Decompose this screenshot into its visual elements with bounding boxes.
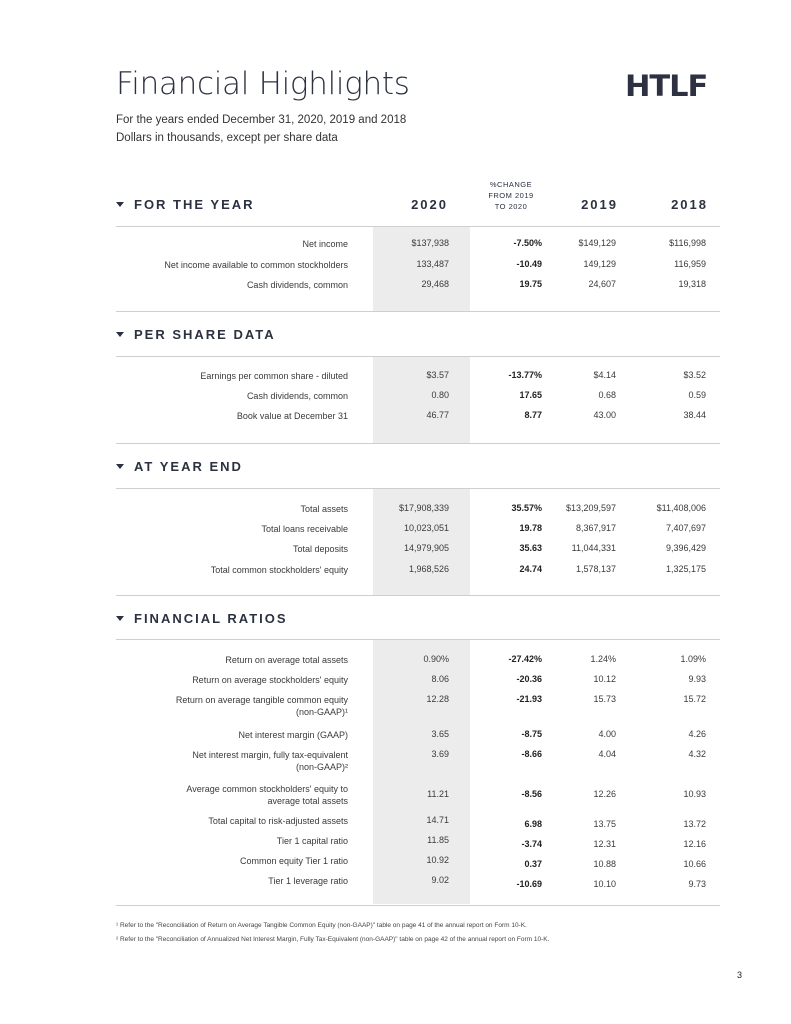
- cell-2020: 12.28: [426, 694, 449, 704]
- table-row: [116, 564, 720, 578]
- cell-2019: 24,607: [588, 279, 616, 289]
- cell-change: -10.69: [516, 879, 542, 889]
- subtitle-units: Dollars in thousands, except per share data: [116, 132, 338, 144]
- table-row: [116, 815, 720, 829]
- cell-2020: 3.69: [431, 749, 449, 759]
- cell-2019: $149,129: [578, 238, 616, 248]
- cell-2020: 9.02: [431, 875, 449, 885]
- cell-2020: 29,468: [421, 279, 449, 289]
- cell-2020: $3.57: [426, 370, 449, 380]
- cell-2018: 12.16: [683, 839, 706, 849]
- cell-change: 0.37: [524, 859, 542, 869]
- cell-change: -8.56: [521, 789, 542, 799]
- footnote-1: ¹ Refer to the "Reconciliation of Return on Average Tangible Common Equity (non-GAAP)" table on page 41 of the annual report on Form 10-K.: [116, 922, 527, 929]
- table-row: [116, 279, 720, 293]
- section-title: FINANCIAL RATIOS: [134, 611, 288, 626]
- cell-2018: 7,407,697: [665, 523, 706, 533]
- row-label: Earnings per common share - diluted: [200, 371, 348, 381]
- cell-2020: 0.90%: [423, 654, 449, 664]
- section-header-year-end: [116, 459, 243, 474]
- cell-2019: 1,578,137: [575, 564, 616, 574]
- section-header-ratios: [116, 611, 288, 626]
- cell-2019: 11,044,331: [571, 543, 616, 553]
- cell-change: 19.75: [519, 279, 542, 289]
- row-label: Cash dividends, common: [246, 280, 348, 290]
- row-label-line-1: Return on average tangible common equity: [175, 695, 348, 705]
- caret-down-icon: [116, 464, 124, 469]
- table-row: [116, 654, 720, 668]
- row-label-line-1: Net interest margin, fully tax-equivalent: [192, 750, 348, 760]
- cell-change: 6.98: [524, 819, 542, 829]
- divider: [116, 311, 720, 312]
- subtitle-years: For the years ended December 31, 2020, 2019 and 2018: [116, 114, 407, 126]
- cell-2018: 1.09%: [680, 654, 706, 664]
- cell-2018: $3.52: [683, 370, 706, 380]
- page-number: 3: [737, 970, 743, 980]
- row-label: Return on average stockholders' equity: [192, 675, 348, 685]
- divider: [116, 488, 720, 489]
- cell-change: -3.74: [521, 839, 542, 849]
- cell-change: -21.93: [516, 694, 542, 704]
- cell-2018: 4.26: [688, 729, 706, 739]
- table-row: [116, 503, 720, 517]
- cell-change: 19.78: [519, 523, 542, 533]
- row-label: [88, 694, 348, 718]
- cell-2019: 43.00: [593, 410, 616, 420]
- col-header-2018: 2018: [671, 197, 708, 212]
- cell-2018: 9,396,429: [665, 543, 706, 553]
- cell-2020: 3.65: [431, 729, 449, 739]
- cell-change: 24.74: [519, 564, 542, 574]
- cell-2020: $17,908,339: [398, 503, 449, 513]
- cell-change: -20.36: [516, 674, 542, 684]
- cell-2018: 0.59: [688, 390, 706, 400]
- table-row: [116, 390, 720, 404]
- cell-2018: 9.93: [688, 674, 706, 684]
- row-label: Total loans receivable: [261, 524, 348, 534]
- cell-2018: 38.44: [683, 410, 706, 420]
- table-row: [116, 783, 720, 811]
- divider: [116, 226, 720, 227]
- htlf-logo: HTLF: [625, 69, 708, 103]
- cell-2019: 1.24%: [590, 654, 616, 664]
- change-line-2: FROM 2019: [488, 191, 534, 200]
- table-row: [116, 259, 720, 273]
- table-row: [116, 835, 720, 849]
- table-row: [116, 523, 720, 537]
- cell-2018: 10.93: [683, 789, 706, 799]
- table-row: [116, 370, 720, 384]
- row-label: Net interest margin (GAAP): [238, 730, 348, 740]
- cell-2019: 149,129: [583, 259, 616, 269]
- change-line-3: TO 2020: [494, 202, 528, 211]
- cell-2020: 10.92: [426, 855, 449, 865]
- section-title: FOR THE YEAR: [134, 197, 255, 212]
- cell-2018: $11,408,006: [656, 503, 706, 513]
- row-label: Net income: [302, 239, 348, 249]
- cell-change: -8.75: [521, 729, 542, 739]
- cell-change: -13.77%: [508, 370, 542, 380]
- cell-2019: 0.68: [598, 390, 616, 400]
- cell-2018: 116,959: [674, 259, 706, 269]
- cell-2018: 10.66: [683, 859, 706, 869]
- cell-2018: 1,325,175: [665, 564, 706, 574]
- cell-2019: 8,367,917: [575, 523, 616, 533]
- cell-2019: 4.04: [598, 749, 616, 759]
- cell-2020: 133,487: [416, 259, 449, 269]
- cell-2019: 10.12: [593, 674, 616, 684]
- col-header-2020: 2020: [411, 197, 448, 212]
- row-label: Book value at December 31: [236, 411, 348, 421]
- cell-2019: 10.10: [593, 879, 616, 889]
- caret-down-icon: [116, 616, 124, 621]
- row-label: Common equity Tier 1 ratio: [239, 856, 348, 866]
- cell-2018: 9.73: [688, 879, 706, 889]
- table-row: [116, 875, 720, 889]
- cell-2019: $13,209,597: [565, 503, 616, 513]
- row-label: Total common stockholders' equity: [210, 565, 348, 575]
- table-row: [116, 855, 720, 869]
- row-label: [88, 749, 348, 773]
- section-header-per-share: [116, 327, 276, 342]
- row-label: [88, 783, 348, 807]
- row-label: Cash dividends, common: [246, 391, 348, 401]
- divider: [116, 356, 720, 357]
- cell-2018: $116,998: [669, 238, 706, 248]
- row-label-line-1: Average common stockholders' equity to: [186, 784, 348, 794]
- row-label-line-2: (non-GAAP)²: [295, 762, 348, 772]
- divider: [116, 443, 720, 444]
- row-label: Total deposits: [292, 544, 348, 554]
- row-label: Tier 1 capital ratio: [276, 836, 348, 846]
- cell-change: 35.57%: [511, 503, 542, 513]
- cell-2019: 4.00: [598, 729, 616, 739]
- table-row: [116, 238, 720, 252]
- cell-change: 35.63: [519, 543, 542, 553]
- divider: [116, 639, 720, 640]
- cell-2020: 46.77: [426, 410, 449, 420]
- row-label: Tier 1 leverage ratio: [268, 876, 348, 886]
- cell-2018: 15.72: [683, 694, 706, 704]
- cell-2018: 4.32: [688, 749, 706, 759]
- cell-2018: 19,318: [678, 279, 706, 289]
- table-row: [116, 749, 720, 777]
- section-title: PER SHARE DATA: [134, 327, 276, 342]
- cell-2019: 12.31: [593, 839, 616, 849]
- cell-change: 17.65: [519, 390, 542, 400]
- caret-down-icon: [116, 202, 124, 207]
- table-row: [116, 694, 720, 722]
- row-label: Return on average total assets: [225, 655, 348, 665]
- cell-2020: 10,023,051: [403, 523, 449, 533]
- cell-2020: 14,979,905: [403, 543, 449, 553]
- table-row: [116, 674, 720, 688]
- cell-change: 8.77: [524, 410, 542, 420]
- cell-2020: 1,968,526: [408, 564, 449, 574]
- cell-2020: $137,938: [411, 238, 449, 248]
- cell-change: -27.42%: [508, 654, 542, 664]
- divider: [116, 595, 720, 596]
- cell-2020: 11.85: [427, 835, 449, 845]
- section-header-for-the-year: [116, 197, 255, 212]
- cell-2019: 10.88: [593, 859, 616, 869]
- table-row: [116, 729, 720, 743]
- page-title: Financial Highlights: [116, 66, 410, 102]
- cell-change: -10.49: [516, 259, 542, 269]
- cell-change: -8.66: [521, 749, 542, 759]
- row-label: Total capital to risk-adjusted assets: [208, 816, 348, 826]
- cell-change: -7.50%: [513, 238, 542, 248]
- caret-down-icon: [116, 332, 124, 337]
- cell-2019: $4.14: [593, 370, 616, 380]
- row-label: Net income available to common stockholders: [164, 260, 348, 270]
- section-title: AT YEAR END: [134, 459, 243, 474]
- cell-2018: 13.72: [683, 819, 706, 829]
- change-line-1: %CHANGE: [489, 180, 533, 189]
- row-label-line-2: (non-GAAP)¹: [295, 707, 348, 717]
- col-header-2019: 2019: [581, 197, 618, 212]
- cell-2019: 15.73: [593, 694, 616, 704]
- col-header-change: [478, 179, 544, 212]
- table-row: [116, 410, 720, 424]
- table-row: [116, 543, 720, 557]
- cell-2019: 12.26: [593, 789, 616, 799]
- row-label: Total assets: [300, 504, 348, 514]
- footnote-2: ² Refer to the "Reconciliation of Annualized Net Interest Margin, Fully Tax-Equivalent (non-GAAP)" table on page 42 of the annual report on Form 10-K.: [116, 936, 550, 943]
- row-label-line-2: average total assets: [267, 796, 348, 806]
- cell-2020: 8.06: [431, 674, 449, 684]
- cell-2019: 13.75: [593, 819, 616, 829]
- cell-2020: 0.80: [431, 390, 449, 400]
- cell-2020: 14.71: [426, 815, 449, 825]
- cell-2020: 11.21: [427, 789, 449, 799]
- divider: [116, 905, 720, 906]
